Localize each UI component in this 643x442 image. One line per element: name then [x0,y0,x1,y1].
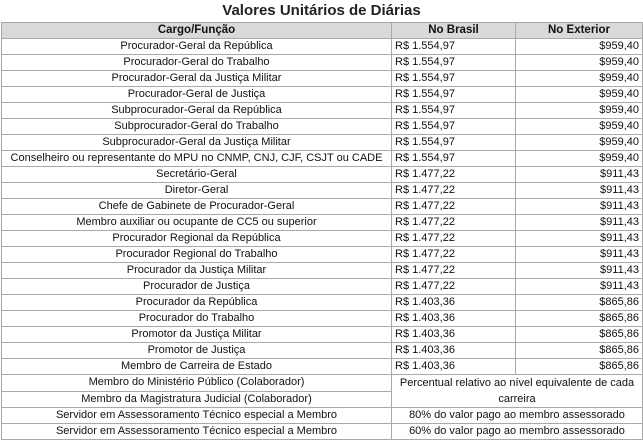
brasil-cell: R$ 1.477,22 [392,263,516,279]
cargo-cell: Procurador da Justiça Militar [2,263,392,279]
brasil-cell: R$ 1.403,36 [392,311,516,327]
brasil-cell: R$ 1.477,22 [392,167,516,183]
table-row [2,103,643,119]
table-row [2,119,643,135]
brasil-cell: R$ 1.477,22 [392,231,516,247]
exterior-cell: $911,43 [516,263,643,279]
brasil-cell: R$ 1.477,22 [392,279,516,295]
exterior-cell: $959,40 [516,87,643,103]
cargo-cell: Procurador-Geral da República [2,39,392,55]
table-row [2,215,643,231]
table-row [2,55,643,71]
table-row [2,295,643,311]
cargo-cell: Diretor-Geral [2,183,392,199]
table-row [2,343,643,359]
table-row [2,167,643,183]
brasil-cell: R$ 1.477,22 [392,183,516,199]
cargo-cell: Subprocurador-Geral da República [2,103,392,119]
colaborador-note-cell: Percentual relativo ao nível equivalente de cada carreira [392,375,643,408]
table-row [2,231,643,247]
exterior-cell: $865,86 [516,311,643,327]
table-row [2,199,643,215]
exterior-cell: $865,86 [516,327,643,343]
brasil-cell: R$ 1.403,36 [392,343,516,359]
table-row [2,311,643,327]
table-row [2,279,643,295]
assessor-note-cell: 80% do valor pago ao membro assessorado [392,408,643,424]
exterior-cell: $959,40 [516,71,643,87]
exterior-cell: $911,43 [516,231,643,247]
cargo-cell: Membro do Ministério Público (Colaborador) [2,375,392,392]
exterior-cell: $911,43 [516,247,643,263]
table-row [2,327,643,343]
table-row-assessor-80 [2,408,643,424]
table-row [2,263,643,279]
cargo-cell: Procurador Regional da República [2,231,392,247]
table-row [2,71,643,87]
cargo-cell: Procurador-Geral de Justiça [2,87,392,103]
brasil-cell: R$ 1.554,97 [392,55,516,71]
cargo-cell: Promotor de Justiça [2,343,392,359]
brasil-cell: R$ 1.554,97 [392,135,516,151]
brasil-cell: R$ 1.554,97 [392,103,516,119]
brasil-cell: R$ 1.477,22 [392,215,516,231]
exterior-cell: $911,43 [516,215,643,231]
table-row [2,359,643,375]
table-row [2,39,643,55]
table-row [2,247,643,263]
brasil-cell: R$ 1.554,97 [392,119,516,135]
table-row [2,183,643,199]
table-row [2,151,643,167]
exterior-cell: $911,43 [516,167,643,183]
table-body [2,39,643,440]
brasil-cell: R$ 1.554,97 [392,39,516,55]
cargo-cell: Procurador de Justiça [2,279,392,295]
cargo-cell: Promotor da Justiça Militar [2,327,392,343]
cargo-cell: Conselheiro ou representante do MPU no CNMP, CNJ, CJF, CSJT ou CADE [2,151,392,167]
cargo-cell: Chefe de Gabinete de Procurador-Geral [2,199,392,215]
exterior-cell: $959,40 [516,55,643,71]
exterior-cell: $959,40 [516,103,643,119]
brasil-cell: R$ 1.403,36 [392,327,516,343]
cargo-cell: Membro auxiliar ou ocupante de CC5 ou superior [2,215,392,231]
exterior-cell: $959,40 [516,119,643,135]
cargo-cell: Procurador Regional do Trabalho [2,247,392,263]
exterior-cell: $959,40 [516,151,643,167]
exterior-cell: $865,86 [516,295,643,311]
table-row [2,135,643,151]
brasil-cell: R$ 1.554,97 [392,87,516,103]
cargo-cell: Procurador da República [2,295,392,311]
cargo-cell: Procurador-Geral do Trabalho [2,55,392,71]
assessor-note-cell: 60% do valor pago ao membro assessorado [392,424,643,440]
exterior-cell: $959,40 [516,39,643,55]
cargo-cell: Subprocurador-Geral do Trabalho [2,119,392,135]
table-row [2,87,643,103]
exterior-cell: $865,86 [516,343,643,359]
brasil-cell: R$ 1.554,97 [392,71,516,87]
exterior-cell: $865,86 [516,359,643,375]
header-brasil: No Brasil [392,23,516,39]
cargo-cell: Servidor em Assessoramento Técnico especial a Membro [2,424,392,440]
page-title: Valores Unitários de Diárias [222,2,421,19]
exterior-cell: $911,43 [516,183,643,199]
table-header-row [2,23,643,39]
cargo-cell: Membro da Magistratura Judicial (Colaborador) [2,391,392,408]
cargo-cell: Secretário-Geral [2,167,392,183]
exterior-cell: $959,40 [516,135,643,151]
exterior-cell: $911,43 [516,199,643,215]
brasil-cell: R$ 1.477,22 [392,199,516,215]
table-row-assessor-60 [2,424,643,440]
cargo-cell: Procurador-Geral da Justiça Militar [2,71,392,87]
table-row-colaborador-mp [2,375,643,392]
brasil-cell: R$ 1.403,36 [392,359,516,375]
brasil-cell: R$ 1.477,22 [392,247,516,263]
cargo-cell: Servidor em Assessoramento Técnico especial a Membro [2,408,392,424]
cargo-cell: Procurador do Trabalho [2,311,392,327]
diarias-table [1,22,643,440]
header-cargo: Cargo/Função [2,23,392,39]
cargo-cell: Subprocurador-Geral da Justiça Militar [2,135,392,151]
brasil-cell: R$ 1.403,36 [392,295,516,311]
header-exterior: No Exterior [516,23,643,39]
cargo-cell: Membro de Carreira de Estado [2,359,392,375]
exterior-cell: $911,43 [516,279,643,295]
brasil-cell: R$ 1.554,97 [392,151,516,167]
